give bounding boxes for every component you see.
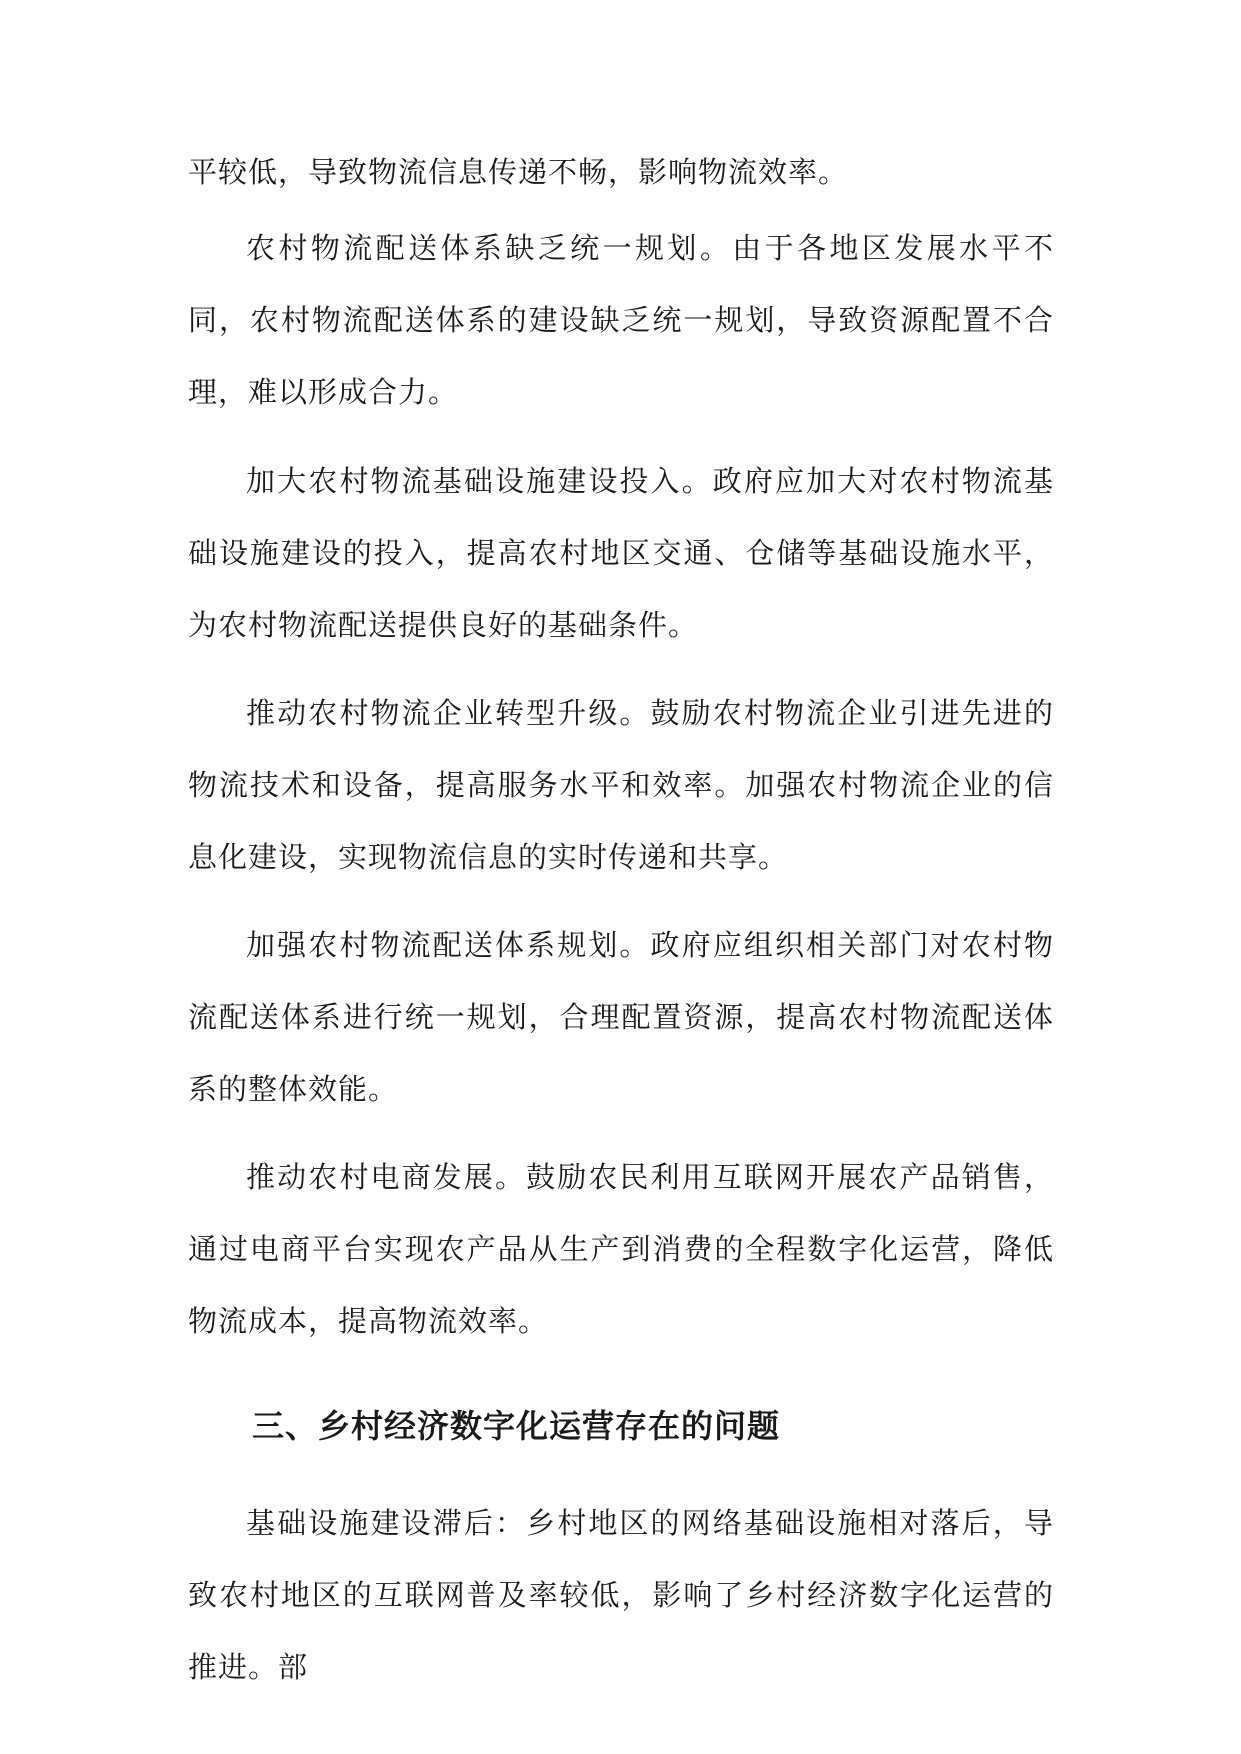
section-heading: 三、乡村经济数字化运营存在的问题 [252, 1407, 781, 1445]
paragraph-ecommerce: 推动农村电商发展。鼓励农民利用互联网开展农产品销售，通过电商平台实现农产品从生产到消费的全程数字化运营，降低物流成本，提高物流效率。 [188, 1160, 1054, 1338]
paragraph-infrastructure-investment: 加大农村物流基础设施建设投入。政府应加大对农村物流基础设施建设的投入，提高农村地区交通、仓储等基础设施水平，为农村物流配送提供良好的基础条件。 [188, 464, 1054, 642]
paragraph-planning-issue: 农村物流配送体系缺乏统一规划。由于各地区发展水平不同，农村物流配送体系的建设缺乏统一规划，导致资源配置不合理，难以形成合力。 [188, 231, 1054, 409]
paragraph-system-planning: 加强农村物流配送体系规划。政府应组织相关部门对农村物流配送体系进行统一规划，合理配置资源，提高农村物流配送体系的整体效能。 [188, 928, 1054, 1106]
paragraph-enterprise-upgrade: 推动农村物流企业转型升级。鼓励农村物流企业引进先进的物流技术和设备，提高服务水平和效率。加强农村物流企业的信息化建设，实现物流信息的实时传递和共享。 [188, 696, 1054, 874]
paragraph-continuation: 平较低，导致物流信息传递不畅，影响物流效率。 [188, 155, 849, 189]
paragraph-infrastructure-lag: 基础设施建设滞后：乡村地区的网络基础设施相对落后，导致农村地区的互联网普及率较低，影响了乡村经济数字化运营的推进。部 [188, 1506, 1054, 1684]
